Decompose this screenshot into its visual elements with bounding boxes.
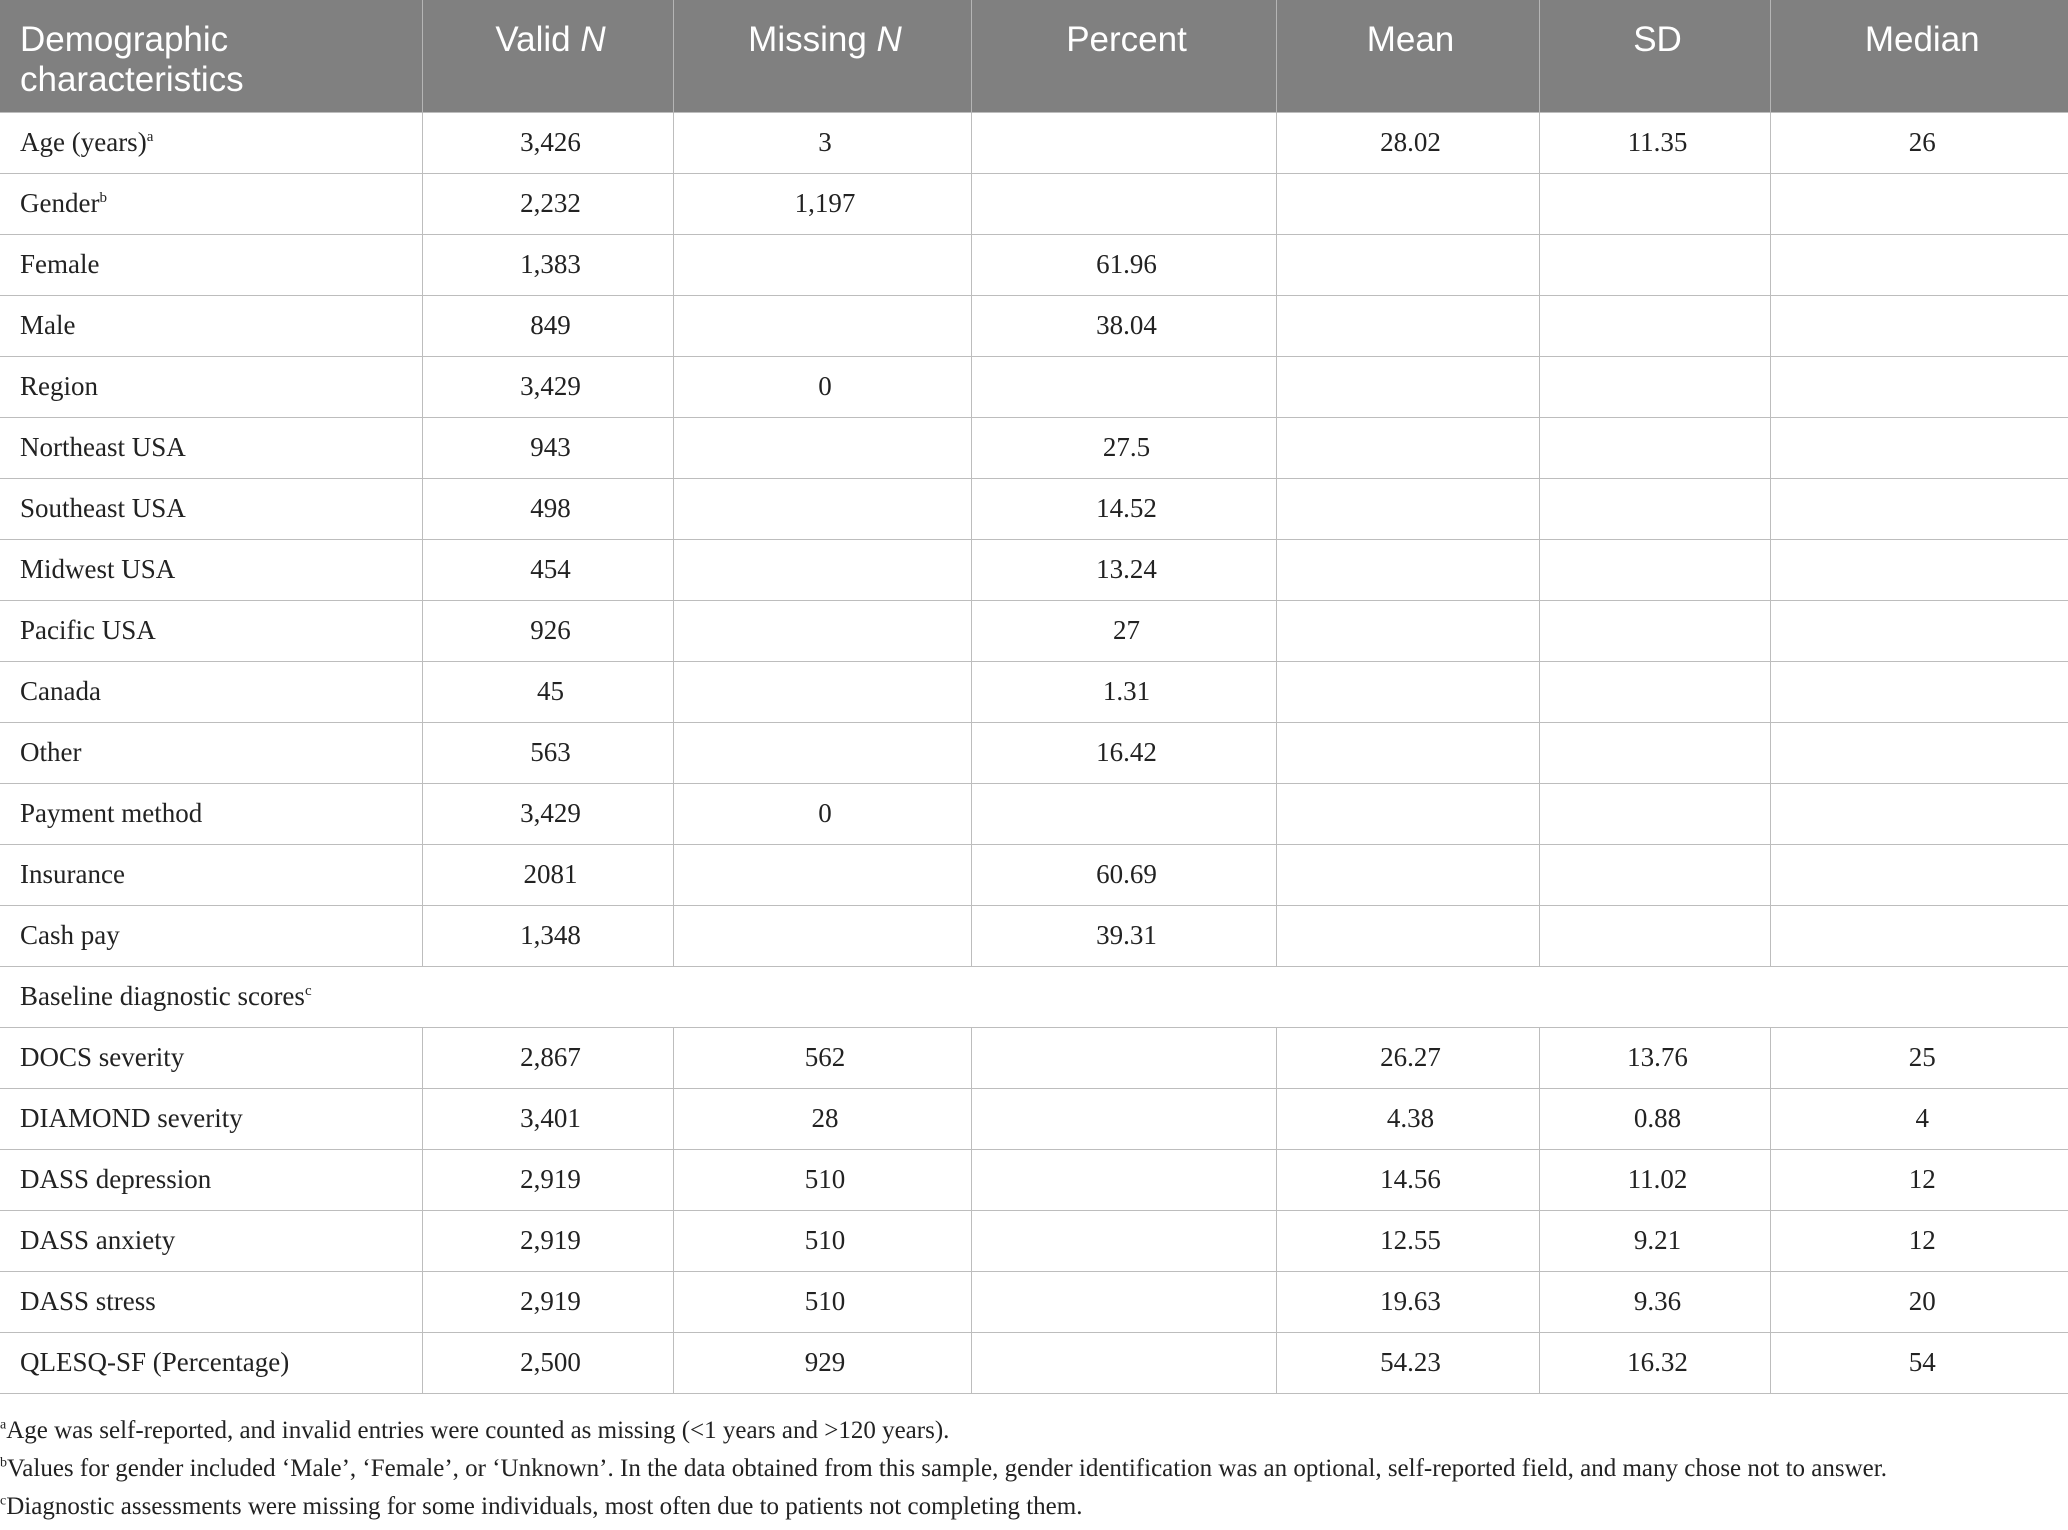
- table-row: [0, 1332, 2068, 1393]
- cell-percent: [971, 356, 1276, 417]
- cell-sd: [1539, 722, 1770, 783]
- cell-sd: [1539, 356, 1770, 417]
- footnote: [0, 1416, 2068, 1446]
- cell-median: [1770, 356, 2068, 417]
- cell-median: [1770, 844, 2068, 905]
- footnote-text: Age was self-reported, and invalid entries were counted as missing (<1 years and >120 years).: [6, 1417, 950, 1444]
- cell-percent: 1.31: [971, 661, 1276, 722]
- cell-sd: 16.32: [1539, 1332, 1770, 1393]
- cell-sd: [1539, 661, 1770, 722]
- table-header: [0, 0, 2068, 112]
- row-label: [0, 783, 422, 844]
- table-row: [0, 295, 2068, 356]
- row-label-text: Cash pay: [20, 920, 120, 950]
- column-header-label: Demographic characteristics: [20, 20, 244, 99]
- row-label: [0, 722, 422, 783]
- cell-sd: [1539, 295, 1770, 356]
- cell-valid-n: 2,500: [422, 1332, 673, 1393]
- cell-missing-n: [673, 600, 971, 661]
- column-header: [1539, 0, 1770, 112]
- row-label: [0, 844, 422, 905]
- cell-missing-n: [673, 234, 971, 295]
- cell-sd: [1539, 905, 1770, 966]
- row-label: [0, 1210, 422, 1271]
- cell-missing-n: [673, 539, 971, 600]
- cell-sd: [1539, 783, 1770, 844]
- cell-sd: 11.02: [1539, 1149, 1770, 1210]
- cell-median: 25: [1770, 1027, 2068, 1088]
- cell-missing-n: [673, 905, 971, 966]
- table-row: [0, 722, 2068, 783]
- cell-sd: [1539, 173, 1770, 234]
- cell-median: 4: [1770, 1088, 2068, 1149]
- row-label-text: Region: [20, 371, 98, 401]
- table-row: [0, 234, 2068, 295]
- table-row: [0, 173, 2068, 234]
- row-label-text: Payment method: [20, 798, 203, 828]
- cell-mean: [1276, 905, 1539, 966]
- cell-percent: 61.96: [971, 234, 1276, 295]
- cell-missing-n: 562: [673, 1027, 971, 1088]
- cell-percent: 60.69: [971, 844, 1276, 905]
- cell-sd: 0.88: [1539, 1088, 1770, 1149]
- cell-mean: 19.63: [1276, 1271, 1539, 1332]
- cell-percent: 27.5: [971, 417, 1276, 478]
- cell-percent: 14.52: [971, 478, 1276, 539]
- cell-median: [1770, 173, 2068, 234]
- column-header: [0, 0, 422, 112]
- column-header: [971, 0, 1276, 112]
- column-header-label: Mean: [1366, 20, 1455, 59]
- row-label-text: DOCS severity: [20, 1042, 185, 1072]
- table-row: [0, 783, 2068, 844]
- column-header: [422, 0, 673, 112]
- row-label: [0, 539, 422, 600]
- cell-mean: 28.02: [1276, 112, 1539, 173]
- row-label-text: Midwest USA: [20, 554, 176, 584]
- row-label: [0, 417, 422, 478]
- cell-percent: [971, 112, 1276, 173]
- cell-sd: 13.76: [1539, 1027, 1770, 1088]
- cell-median: [1770, 783, 2068, 844]
- row-label: [0, 1088, 422, 1149]
- cell-mean: 4.38: [1276, 1088, 1539, 1149]
- cell-median: 26: [1770, 112, 2068, 173]
- row-label-text: Other: [20, 737, 82, 767]
- footnote-marker: b: [0, 1455, 7, 1471]
- table-row: [0, 356, 2068, 417]
- row-label: [0, 112, 422, 173]
- table-body: [0, 112, 2068, 1393]
- cell-median: 54: [1770, 1332, 2068, 1393]
- cell-valid-n: 2,867: [422, 1027, 673, 1088]
- cell-percent: 27: [971, 600, 1276, 661]
- cell-percent: [971, 783, 1276, 844]
- row-label: [0, 600, 422, 661]
- cell-percent: [971, 173, 1276, 234]
- cell-mean: [1276, 173, 1539, 234]
- cell-mean: [1276, 844, 1539, 905]
- cell-sd: 9.21: [1539, 1210, 1770, 1271]
- cell-valid-n: 2081: [422, 844, 673, 905]
- footnote-marker: a: [0, 1417, 7, 1433]
- table-row: [0, 112, 2068, 173]
- row-label-text: Baseline diagnostic scores: [20, 981, 305, 1011]
- cell-median: [1770, 661, 2068, 722]
- row-label: [0, 234, 422, 295]
- cell-median: [1770, 600, 2068, 661]
- row-label-text: Canada: [20, 676, 101, 706]
- column-header: [673, 0, 971, 112]
- cell-percent: [971, 1149, 1276, 1210]
- footnote-marker: c: [0, 1493, 7, 1509]
- cell-missing-n: 510: [673, 1210, 971, 1271]
- cell-sd: [1539, 600, 1770, 661]
- row-label: [0, 173, 422, 234]
- table-row: [0, 966, 2068, 1027]
- footnote: [0, 1492, 2068, 1522]
- cell-percent: 38.04: [971, 295, 1276, 356]
- row-label: [0, 1332, 422, 1393]
- table-row: [0, 1088, 2068, 1149]
- cell-valid-n: 1,348: [422, 905, 673, 966]
- footnote-marker: c: [304, 983, 312, 999]
- cell-mean: 14.56: [1276, 1149, 1539, 1210]
- cell-missing-n: 28: [673, 1088, 971, 1149]
- row-label: [0, 1149, 422, 1210]
- header-row: [0, 0, 2068, 112]
- cell-percent: [971, 1332, 1276, 1393]
- table-row: [0, 600, 2068, 661]
- cell-mean: [1276, 722, 1539, 783]
- column-header-label: Median: [1864, 20, 1980, 59]
- table-row: [0, 539, 2068, 600]
- row-label: [0, 478, 422, 539]
- cell-median: [1770, 539, 2068, 600]
- row-label-text: DIAMOND severity: [20, 1103, 243, 1133]
- cell-mean: [1276, 478, 1539, 539]
- cell-percent: 16.42: [971, 722, 1276, 783]
- table-row: [0, 478, 2068, 539]
- row-label-text: QLESQ-SF (Percentage): [20, 1347, 290, 1377]
- cell-median: [1770, 478, 2068, 539]
- row-label-text: Southeast USA: [20, 493, 186, 523]
- cell-valid-n: 2,232: [422, 173, 673, 234]
- cell-valid-n: 849: [422, 295, 673, 356]
- row-label-text: Male: [20, 310, 76, 340]
- cell-valid-n: 3,426: [422, 112, 673, 173]
- row-label: [0, 1271, 422, 1332]
- column-header-label: SD: [1633, 20, 1682, 59]
- cell-missing-n: 510: [673, 1271, 971, 1332]
- table-row: [0, 1027, 2068, 1088]
- cell-valid-n: 3,429: [422, 783, 673, 844]
- row-label-text: DASS stress: [20, 1286, 156, 1316]
- row-label-text: Insurance: [20, 859, 125, 889]
- cell-valid-n: 2,919: [422, 1271, 673, 1332]
- cell-median: [1770, 905, 2068, 966]
- table-row: [0, 661, 2068, 722]
- table-row: [0, 1149, 2068, 1210]
- row-label-text: DASS anxiety: [20, 1225, 176, 1255]
- cell-missing-n: [673, 722, 971, 783]
- cell-median: [1770, 295, 2068, 356]
- column-header-label: Valid: [495, 20, 581, 59]
- cell-missing-n: [673, 417, 971, 478]
- cell-missing-n: 0: [673, 356, 971, 417]
- cell-mean: [1276, 356, 1539, 417]
- cell-missing-n: [673, 844, 971, 905]
- cell-missing-n: [673, 478, 971, 539]
- row-label: [0, 661, 422, 722]
- cell-median: 20: [1770, 1271, 2068, 1332]
- footnote-text: Diagnostic assessments were missing for some individuals, most often due to patients not completing them.: [6, 1493, 1083, 1520]
- cell-valid-n: 563: [422, 722, 673, 783]
- table-row: [0, 417, 2068, 478]
- cell-missing-n: 1,197: [673, 173, 971, 234]
- table-row: [0, 905, 2068, 966]
- cell-sd: [1539, 844, 1770, 905]
- cell-sd: [1539, 539, 1770, 600]
- cell-valid-n: 2,919: [422, 1149, 673, 1210]
- column-header-italic: N: [876, 20, 902, 59]
- cell-median: 12: [1770, 1210, 2068, 1271]
- cell-sd: [1539, 478, 1770, 539]
- cell-missing-n: 0: [673, 783, 971, 844]
- cell-valid-n: 943: [422, 417, 673, 478]
- table-row: [0, 1271, 2068, 1332]
- table-row: [0, 844, 2068, 905]
- cell-valid-n: 45: [422, 661, 673, 722]
- row-label-text: DASS depression: [20, 1164, 212, 1194]
- cell-valid-n: 2,919: [422, 1210, 673, 1271]
- cell-median: [1770, 417, 2068, 478]
- cell-mean: 12.55: [1276, 1210, 1539, 1271]
- cell-valid-n: 454: [422, 539, 673, 600]
- cell-missing-n: [673, 295, 971, 356]
- cell-missing-n: [673, 661, 971, 722]
- cell-median: [1770, 722, 2068, 783]
- cell-valid-n: 926: [422, 600, 673, 661]
- footnote: [0, 1454, 2068, 1484]
- cell-mean: [1276, 600, 1539, 661]
- cell-sd: [1539, 417, 1770, 478]
- cell-mean: [1276, 295, 1539, 356]
- footnote-marker: b: [99, 190, 107, 206]
- cell-valid-n: 1,383: [422, 234, 673, 295]
- cell-percent: [971, 1210, 1276, 1271]
- row-label: [0, 356, 422, 417]
- cell-percent: 13.24: [971, 539, 1276, 600]
- cell-percent: [971, 1088, 1276, 1149]
- row-label-text: Age (years): [20, 127, 147, 157]
- cell-median: [1770, 234, 2068, 295]
- cell-percent: [971, 1027, 1276, 1088]
- footnotes: [0, 1416, 2068, 1530]
- row-label: [0, 905, 422, 966]
- cell-missing-n: 3: [673, 112, 971, 173]
- row-label-text: Northeast USA: [20, 432, 186, 462]
- cell-mean: [1276, 234, 1539, 295]
- column-header-label: Missing: [748, 20, 877, 59]
- row-label-text: Gender: [20, 188, 100, 218]
- cell-percent: 39.31: [971, 905, 1276, 966]
- cell-valid-n: 3,401: [422, 1088, 673, 1149]
- cell-sd: 11.35: [1539, 112, 1770, 173]
- cell-missing-n: 929: [673, 1332, 971, 1393]
- column-header-label: Percent: [1066, 20, 1187, 59]
- cell-mean: 54.23: [1276, 1332, 1539, 1393]
- row-label-text: Pacific USA: [20, 615, 156, 645]
- cell-mean: [1276, 417, 1539, 478]
- cell-mean: [1276, 661, 1539, 722]
- cell-mean: [1276, 783, 1539, 844]
- cell-sd: [1539, 234, 1770, 295]
- cell-sd: 9.36: [1539, 1271, 1770, 1332]
- row-label: [0, 1027, 422, 1088]
- cell-percent: [971, 1271, 1276, 1332]
- column-header-italic: N: [580, 20, 606, 59]
- row-label: [0, 295, 422, 356]
- row-label-text: Female: [20, 249, 100, 279]
- cell-median: 12: [1770, 1149, 2068, 1210]
- row-label: [0, 966, 2068, 1027]
- column-header: [1276, 0, 1539, 112]
- cell-mean: [1276, 539, 1539, 600]
- column-header: [1770, 0, 2068, 112]
- footnote-marker: a: [146, 129, 154, 145]
- cell-mean: 26.27: [1276, 1027, 1539, 1088]
- footnote-text: Values for gender included ‘Male’, ‘Female’, or ‘Unknown’. In the data obtained from this sample, gender identification was an optional, self-reported field, and many chose not to answer.: [7, 1455, 1887, 1482]
- cell-valid-n: 3,429: [422, 356, 673, 417]
- table-row: [0, 1210, 2068, 1271]
- cell-valid-n: 498: [422, 478, 673, 539]
- cell-missing-n: 510: [673, 1149, 971, 1210]
